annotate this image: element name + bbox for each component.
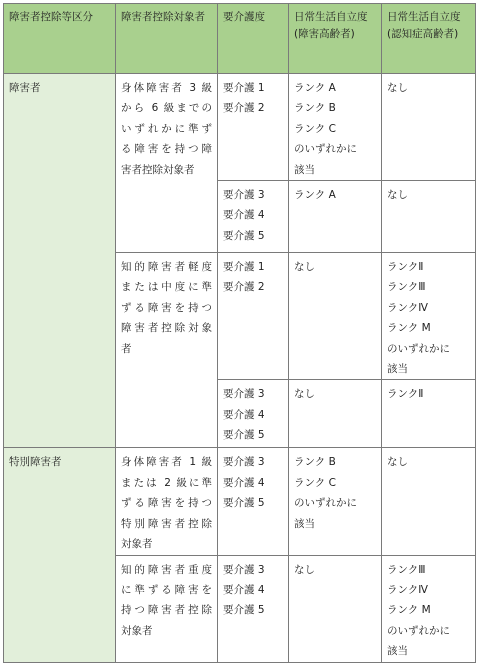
independence-disabled-line: ランク C bbox=[294, 122, 336, 135]
care-level-line: 要介護 1 bbox=[223, 261, 265, 274]
care-level-line: 要介護 3 bbox=[223, 189, 265, 202]
care-level-cell bbox=[218, 555, 289, 662]
target-line: 知的障害者重度 bbox=[121, 563, 212, 576]
care-level-cell bbox=[218, 253, 289, 380]
care-level-line: 要介護 5 bbox=[223, 497, 265, 510]
target-line: 特別障害者控除 bbox=[121, 517, 212, 530]
independence-disabled-line: なし bbox=[294, 261, 315, 274]
independence-disabled-line: なし bbox=[294, 388, 315, 401]
target-line: ずる障害を持つ bbox=[121, 497, 212, 510]
independence-dementia-cell bbox=[382, 253, 476, 380]
target-line: 対象者 bbox=[121, 624, 153, 637]
target-line: 身体障害者 1 級 bbox=[121, 456, 212, 469]
target-line: に準ずる障害を bbox=[121, 583, 212, 596]
target-line: 持つ障害者控除 bbox=[121, 604, 212, 617]
care-level-line: 要介護 5 bbox=[223, 429, 265, 442]
care-level-line: 要介護 3 bbox=[223, 456, 265, 469]
independence-dementia-cell bbox=[382, 448, 476, 555]
independence-disabled-line: なし bbox=[294, 563, 315, 576]
target-cell bbox=[116, 74, 218, 253]
independence-disabled-line: ランク A bbox=[294, 82, 336, 94]
independence-dementia-line: 該当 bbox=[387, 363, 408, 376]
table-row bbox=[4, 448, 476, 555]
table-row bbox=[4, 74, 476, 181]
independence-dementia-line: ランクⅢ bbox=[387, 563, 426, 576]
independence-dementia-cell bbox=[382, 555, 476, 662]
target-cell bbox=[116, 253, 218, 448]
independence-disabled-cell bbox=[289, 380, 382, 448]
care-level-cell bbox=[218, 74, 289, 181]
header-target: 障害者控除対象者 bbox=[116, 4, 218, 74]
target-cell bbox=[116, 555, 218, 662]
independence-disabled-cell bbox=[289, 181, 382, 253]
target-line: 身体障害者 3 級 bbox=[121, 82, 212, 94]
independence-disabled-line: ランク A bbox=[294, 189, 336, 202]
independence-disabled-cell bbox=[289, 448, 382, 555]
independence-disabled-cell bbox=[289, 253, 382, 380]
target-line: ずる障害を持つ bbox=[121, 301, 212, 314]
category-cell: 特別障害者 bbox=[4, 448, 116, 662]
target-line: から 6 級までの bbox=[121, 102, 212, 115]
target-line: 者 bbox=[121, 342, 132, 355]
independence-dementia-line: ランクⅡ bbox=[387, 388, 424, 401]
independence-disabled-line: 該当 bbox=[294, 517, 315, 530]
category-cell: 障害者 bbox=[4, 74, 116, 448]
target-line: る障害を持つ障 bbox=[121, 143, 212, 156]
care-level-line: 要介護 2 bbox=[223, 102, 265, 115]
care-level-line: 要介護 3 bbox=[223, 388, 265, 401]
header-independence-disabled-line: (障害高齢者) bbox=[294, 28, 355, 40]
independence-dementia-line: 該当 bbox=[387, 645, 408, 658]
header-independence-disabled-line: 日常生活自立度 bbox=[294, 11, 368, 23]
independence-dementia-line: ランク M bbox=[387, 604, 431, 617]
care-level-line: 要介護 1 bbox=[223, 82, 265, 94]
independence-dementia-line: ランクⅣ bbox=[387, 301, 428, 314]
care-level-cell bbox=[218, 181, 289, 253]
target-line: または中度に準 bbox=[121, 281, 212, 294]
target-cell bbox=[116, 448, 218, 555]
care-level-line: 要介護 2 bbox=[223, 281, 265, 294]
independence-dementia-line: ランクⅡ bbox=[387, 261, 424, 274]
header-independence-dementia bbox=[382, 4, 476, 74]
target-line: 知的障害者軽度 bbox=[121, 261, 212, 274]
independence-disabled-line: のいずれかに bbox=[294, 497, 357, 510]
target-line: 障害者控除対象 bbox=[121, 322, 212, 335]
care-level-line: 要介護 5 bbox=[223, 229, 265, 242]
care-level-cell bbox=[218, 380, 289, 448]
table-body bbox=[4, 74, 476, 663]
independence-dementia-cell bbox=[382, 181, 476, 253]
independence-dementia-line: のいずれかに bbox=[387, 342, 450, 355]
target-line: 害者控除対象者 bbox=[121, 163, 195, 176]
care-level-line: 要介護 4 bbox=[223, 476, 265, 489]
independence-dementia-cell bbox=[382, 380, 476, 448]
independence-disabled-line: ランク C bbox=[294, 476, 336, 489]
header-row bbox=[4, 4, 476, 74]
independence-disabled-line: 該当 bbox=[294, 163, 315, 176]
independence-dementia-cell bbox=[382, 74, 476, 181]
disability-deduction-table bbox=[3, 3, 476, 663]
header-independence-dementia-line: (認知症高齢者) bbox=[387, 28, 459, 40]
independence-disabled-cell bbox=[289, 555, 382, 662]
independence-dementia-line: ランク M bbox=[387, 322, 431, 335]
target-line: 対象者 bbox=[121, 538, 153, 551]
independence-dementia-line: ランクⅣ bbox=[387, 583, 428, 596]
care-level-line: 要介護 4 bbox=[223, 209, 265, 222]
independence-disabled-line: ランク B bbox=[294, 456, 336, 469]
care-level-line: 要介護 5 bbox=[223, 604, 265, 617]
care-level-line: 要介護 4 bbox=[223, 583, 265, 596]
independence-disabled-cell bbox=[289, 74, 382, 181]
independence-dementia-line: なし bbox=[387, 189, 408, 202]
header-independence-dementia-line: 日常生活自立度 bbox=[387, 11, 461, 23]
independence-dementia-line: なし bbox=[387, 82, 408, 94]
header-care-level: 要介護度 bbox=[218, 4, 289, 74]
care-level-line: 要介護 4 bbox=[223, 408, 265, 421]
header-independence-disabled bbox=[289, 4, 382, 74]
target-line: いずれかに準ず bbox=[121, 122, 212, 135]
independence-dementia-line: のいずれかに bbox=[387, 624, 450, 637]
independence-dementia-line: なし bbox=[387, 456, 408, 469]
independence-disabled-line: ランク B bbox=[294, 102, 336, 115]
header-category: 障害者控除等区分 bbox=[4, 4, 116, 74]
care-level-line: 要介護 3 bbox=[223, 563, 265, 576]
target-line: または 2 級に準 bbox=[121, 476, 212, 489]
independence-disabled-line: のいずれかに bbox=[294, 143, 357, 156]
care-level-cell bbox=[218, 448, 289, 555]
independence-dementia-line: ランクⅢ bbox=[387, 281, 426, 294]
